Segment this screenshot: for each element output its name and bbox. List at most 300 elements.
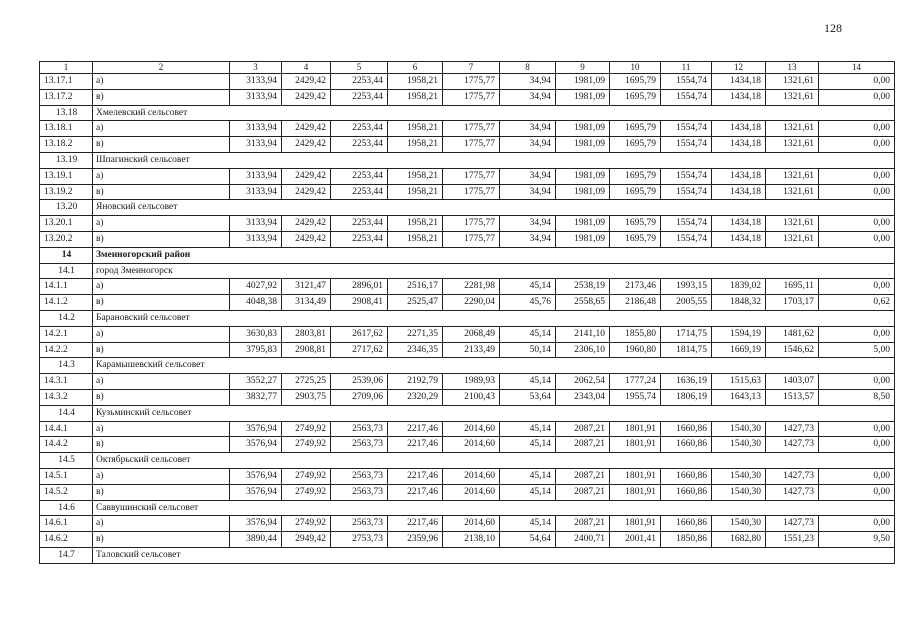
table-cell: 1801,91 [610, 484, 661, 500]
row-code: 13.17.1 [40, 74, 93, 90]
column-number-header: 3 [230, 62, 282, 74]
table-cell: 3576,94 [230, 484, 282, 500]
table-row [40, 389, 895, 405]
row-code: 13.18.2 [40, 137, 93, 153]
table-row [40, 168, 895, 184]
table-cell: 2539,06 [331, 374, 388, 390]
table-cell: 2087,21 [556, 468, 610, 484]
table-cell: 3133,94 [230, 74, 282, 90]
table-cell: 2087,21 [556, 516, 610, 532]
table-cell: 1427,73 [766, 421, 819, 437]
table-cell: 1513,57 [766, 389, 819, 405]
table-cell: 34,94 [500, 216, 556, 232]
table-cell: 0,00 [819, 326, 895, 342]
table-cell: 45,14 [500, 279, 556, 295]
table-cell: 1775,77 [443, 74, 500, 90]
table-cell: 1434,18 [712, 168, 766, 184]
table-row [40, 437, 895, 453]
table-cell: 1695,79 [610, 121, 661, 137]
table-row [40, 421, 895, 437]
row-subtype: в) [93, 295, 230, 311]
table-cell: 1695,79 [610, 168, 661, 184]
table-cell: 2186,48 [610, 295, 661, 311]
table-cell: 1981,09 [556, 74, 610, 90]
table-cell: 3795,83 [230, 342, 282, 358]
table-cell: 2563,73 [331, 516, 388, 532]
settlement-row [40, 547, 895, 563]
table-cell: 0,00 [819, 137, 895, 153]
table-cell: 1958,21 [388, 168, 443, 184]
table-cell: 45,14 [500, 421, 556, 437]
table-cell: 2005,55 [661, 295, 712, 311]
table-cell: 3133,94 [230, 184, 282, 200]
table-cell: 1855,80 [610, 326, 661, 342]
table-row [40, 121, 895, 137]
table-cell: 2516,17 [388, 279, 443, 295]
table-cell: 34,94 [500, 168, 556, 184]
table-cell: 1481,62 [766, 326, 819, 342]
table-cell: 1695,79 [610, 137, 661, 153]
table-row [40, 89, 895, 105]
row-code: 14.5 [40, 453, 93, 469]
table-cell: 0,00 [819, 468, 895, 484]
row-code: 14.5.1 [40, 468, 93, 484]
table-cell: 1695,11 [766, 279, 819, 295]
row-subtype: а) [93, 279, 230, 295]
table-cell: 2087,21 [556, 421, 610, 437]
table-cell: 2749,92 [282, 421, 331, 437]
table-cell: 0,00 [819, 516, 895, 532]
table-cell: 2253,44 [331, 137, 388, 153]
table-cell: 2429,42 [282, 216, 331, 232]
table-cell: 2014,60 [443, 484, 500, 500]
table-cell: 3134,49 [282, 295, 331, 311]
row-code: 14.5.2 [40, 484, 93, 500]
table-cell: 45,14 [500, 326, 556, 342]
table-cell: 3576,94 [230, 437, 282, 453]
settlement-row [40, 453, 895, 469]
row-subtype: а) [93, 74, 230, 90]
row-code: 14.1 [40, 263, 93, 279]
table-cell: 2429,42 [282, 74, 331, 90]
row-subtype: а) [93, 168, 230, 184]
row-code: 13.17.2 [40, 89, 93, 105]
table-cell: 3576,94 [230, 421, 282, 437]
row-subtype: в) [93, 184, 230, 200]
table-cell: 1801,91 [610, 516, 661, 532]
table-cell: 9,50 [819, 532, 895, 548]
table-cell: 1775,77 [443, 168, 500, 184]
table-cell: 2290,04 [443, 295, 500, 311]
row-code: 14.1.1 [40, 279, 93, 295]
table-cell: 2749,92 [282, 484, 331, 500]
table-cell: 1434,18 [712, 137, 766, 153]
settlement-row [40, 500, 895, 516]
table-cell: 3133,94 [230, 89, 282, 105]
table-cell: 1801,91 [610, 437, 661, 453]
table-cell: 3133,94 [230, 168, 282, 184]
table-cell: 2538,19 [556, 279, 610, 295]
table-cell: 1321,61 [766, 89, 819, 105]
table-cell: 2253,44 [331, 216, 388, 232]
row-subtype: в) [93, 137, 230, 153]
table-cell: 0,00 [819, 279, 895, 295]
column-number-header: 9 [556, 62, 610, 74]
table-cell: 2617,62 [331, 326, 388, 342]
column-number-header: 12 [712, 62, 766, 74]
table-cell: 2749,92 [282, 437, 331, 453]
row-subtype: а) [93, 326, 230, 342]
table-row [40, 532, 895, 548]
table-cell: 2320,29 [388, 389, 443, 405]
settlement-row [40, 405, 895, 421]
table-cell: 2346,35 [388, 342, 443, 358]
table-cell: 1981,09 [556, 231, 610, 247]
table-cell: 2725,25 [282, 374, 331, 390]
table-cell: 1554,74 [661, 231, 712, 247]
table-cell: 45,14 [500, 516, 556, 532]
table-cell: 1958,21 [388, 89, 443, 105]
table-cell: 1403,07 [766, 374, 819, 390]
table-cell: 1427,73 [766, 516, 819, 532]
row-subtype: в) [93, 532, 230, 548]
table-cell: 1434,18 [712, 121, 766, 137]
row-code: 14.3 [40, 358, 93, 374]
row-subtype: в) [93, 231, 230, 247]
table-cell: 1981,09 [556, 89, 610, 105]
table-cell: 1958,21 [388, 184, 443, 200]
table-row [40, 216, 895, 232]
table-cell: 1958,21 [388, 231, 443, 247]
table-cell: 2563,73 [331, 421, 388, 437]
table-cell: 3630,83 [230, 326, 282, 342]
table-cell: 45,14 [500, 437, 556, 453]
table-cell: 2062,54 [556, 374, 610, 390]
table-cell: 1434,18 [712, 216, 766, 232]
table-cell: 2253,44 [331, 231, 388, 247]
table-cell: 2087,21 [556, 437, 610, 453]
table-cell: 2908,81 [282, 342, 331, 358]
table-cell: 2217,46 [388, 437, 443, 453]
table-cell: 1775,77 [443, 216, 500, 232]
column-number-header: 2 [93, 62, 230, 74]
table-cell: 2192,79 [388, 374, 443, 390]
column-number-header: 10 [610, 62, 661, 74]
section-title: Октябрьский сельсовет [93, 453, 895, 469]
table-row [40, 279, 895, 295]
table-cell: 1434,18 [712, 231, 766, 247]
table-cell: 1958,21 [388, 121, 443, 137]
row-code: 14.4.2 [40, 437, 93, 453]
table-cell: 1540,30 [712, 437, 766, 453]
table-cell: 1695,79 [610, 74, 661, 90]
table-cell: 1540,30 [712, 484, 766, 500]
row-subtype: а) [93, 516, 230, 532]
table-cell: 1321,61 [766, 216, 819, 232]
table-cell: 3576,94 [230, 468, 282, 484]
column-number-header: 8 [500, 62, 556, 74]
row-subtype: в) [93, 437, 230, 453]
row-subtype: а) [93, 421, 230, 437]
table-cell: 1434,18 [712, 89, 766, 105]
row-code: 14.2 [40, 310, 93, 326]
table-cell: 2896,01 [331, 279, 388, 295]
table-cell: 1775,77 [443, 231, 500, 247]
table-cell: 2253,44 [331, 74, 388, 90]
table-cell: 53,64 [500, 389, 556, 405]
table-cell: 0,00 [819, 216, 895, 232]
row-subtype: а) [93, 216, 230, 232]
table-cell: 1801,91 [610, 421, 661, 437]
table-cell: 1775,77 [443, 184, 500, 200]
table-cell: 4048,38 [230, 295, 282, 311]
row-code: 14.1.2 [40, 295, 93, 311]
table-cell: 1981,09 [556, 168, 610, 184]
table-cell: 0,00 [819, 437, 895, 453]
table-cell: 0,00 [819, 121, 895, 137]
table-cell: 3133,94 [230, 121, 282, 137]
table-cell: 1669,19 [712, 342, 766, 358]
table-cell: 5,00 [819, 342, 895, 358]
tariff-table [39, 61, 895, 564]
table-cell: 2558,65 [556, 295, 610, 311]
table-cell: 1540,30 [712, 468, 766, 484]
row-code: 14.4 [40, 405, 93, 421]
table-cell: 2525,47 [388, 295, 443, 311]
table-cell: 2001,41 [610, 532, 661, 548]
table-cell: 2709,06 [331, 389, 388, 405]
table-cell: 45,14 [500, 468, 556, 484]
table-cell: 2908,41 [331, 295, 388, 311]
table-cell: 2563,73 [331, 468, 388, 484]
table-row [40, 231, 895, 247]
table-cell: 1554,74 [661, 74, 712, 90]
table-cell: 3133,94 [230, 231, 282, 247]
table-cell: 2217,46 [388, 516, 443, 532]
table-cell: 3121,47 [282, 279, 331, 295]
section-title: Змеиногорский район [93, 247, 895, 263]
table-row [40, 484, 895, 500]
section-title: Карамышевский сельсовет [93, 358, 895, 374]
table-cell: 2359,96 [388, 532, 443, 548]
table-cell: 1427,73 [766, 468, 819, 484]
table-cell: 1848,32 [712, 295, 766, 311]
table-cell: 50,14 [500, 342, 556, 358]
table-cell: 2429,42 [282, 121, 331, 137]
table-cell: 3576,94 [230, 516, 282, 532]
row-subtype: а) [93, 374, 230, 390]
table-cell: 1321,61 [766, 184, 819, 200]
row-code: 14.2.2 [40, 342, 93, 358]
table-cell: 0,00 [819, 74, 895, 90]
table-cell: 1540,30 [712, 421, 766, 437]
table-cell: 1660,86 [661, 516, 712, 532]
row-code: 14.4.1 [40, 421, 93, 437]
table-cell: 0,00 [819, 484, 895, 500]
section-title: Таловский сельсовет [93, 547, 895, 563]
table-cell: 2087,21 [556, 484, 610, 500]
table-cell: 1594,19 [712, 326, 766, 342]
column-number-header: 13 [766, 62, 819, 74]
table-cell: 2306,10 [556, 342, 610, 358]
table-cell: 1554,74 [661, 121, 712, 137]
settlement-row [40, 105, 895, 121]
row-code: 13.19.2 [40, 184, 93, 200]
column-number-header: 6 [388, 62, 443, 74]
table-cell: 2173,46 [610, 279, 661, 295]
table-cell: 0,00 [819, 168, 895, 184]
table-cell: 45,14 [500, 484, 556, 500]
table-cell: 1551,23 [766, 532, 819, 548]
table-cell: 1434,18 [712, 74, 766, 90]
column-number-header: 4 [282, 62, 331, 74]
table-row [40, 326, 895, 342]
row-code: 13.20.2 [40, 231, 93, 247]
table-cell: 2400,71 [556, 532, 610, 548]
row-subtype: в) [93, 484, 230, 500]
table-cell: 2749,92 [282, 516, 331, 532]
table-cell: 3133,94 [230, 216, 282, 232]
settlement-row [40, 263, 895, 279]
row-code: 14.3.2 [40, 389, 93, 405]
table-cell: 1660,86 [661, 468, 712, 484]
row-code: 14.6 [40, 500, 93, 516]
table-cell: 8,50 [819, 389, 895, 405]
column-number-header: 1 [40, 62, 93, 74]
table-cell: 1695,79 [610, 184, 661, 200]
table-cell: 3832,77 [230, 389, 282, 405]
table-cell: 34,94 [500, 89, 556, 105]
table-cell: 1695,79 [610, 89, 661, 105]
table-cell: 1660,86 [661, 484, 712, 500]
table-cell: 45,76 [500, 295, 556, 311]
column-number-header: 7 [443, 62, 500, 74]
table-cell: 2253,44 [331, 89, 388, 105]
table-cell: 1850,86 [661, 532, 712, 548]
table-cell: 2429,42 [282, 184, 331, 200]
table-cell: 2253,44 [331, 184, 388, 200]
table-cell: 2217,46 [388, 421, 443, 437]
table-cell: 34,94 [500, 74, 556, 90]
table-cell: 0,00 [819, 89, 895, 105]
section-title: Яновский сельсовет [93, 200, 895, 216]
table-row [40, 516, 895, 532]
section-title: Шпагинский сельсовет [93, 152, 895, 168]
table-cell: 2253,44 [331, 168, 388, 184]
table-cell: 1427,73 [766, 437, 819, 453]
table-cell: 1427,73 [766, 484, 819, 500]
table-cell: 2753,73 [331, 532, 388, 548]
settlement-row [40, 358, 895, 374]
settlement-row [40, 152, 895, 168]
table-cell: 2100,43 [443, 389, 500, 405]
row-code: 14.6.2 [40, 532, 93, 548]
table-cell: 2429,42 [282, 89, 331, 105]
table-cell: 1321,61 [766, 231, 819, 247]
table-cell: 2563,73 [331, 484, 388, 500]
table-cell: 2749,92 [282, 468, 331, 484]
table-cell: 2217,46 [388, 484, 443, 500]
column-number-header: 11 [661, 62, 712, 74]
table-cell: 2429,42 [282, 231, 331, 247]
table-cell: 2217,46 [388, 468, 443, 484]
column-number-header: 14 [819, 62, 895, 74]
table-cell: 1801,91 [610, 468, 661, 484]
table-cell: 1777,24 [610, 374, 661, 390]
table-cell: 1703,17 [766, 295, 819, 311]
table-cell: 1321,61 [766, 168, 819, 184]
table-cell: 1955,74 [610, 389, 661, 405]
table-row [40, 295, 895, 311]
table-cell: 2429,42 [282, 168, 331, 184]
table-cell: 3890,44 [230, 532, 282, 548]
table-cell: 0,00 [819, 374, 895, 390]
section-title: Хмелевский сельсовет [93, 105, 895, 121]
table-row [40, 468, 895, 484]
section-title: Саввушинский сельсовет [93, 500, 895, 516]
table-cell: 2014,60 [443, 516, 500, 532]
table-cell: 2271,35 [388, 326, 443, 342]
table-cell: 1981,09 [556, 137, 610, 153]
table-cell: 2281,98 [443, 279, 500, 295]
row-subtype: в) [93, 389, 230, 405]
table-cell: 1660,86 [661, 437, 712, 453]
table-cell: 2141,10 [556, 326, 610, 342]
table-cell: 0,00 [819, 231, 895, 247]
table-cell: 2014,60 [443, 468, 500, 484]
table-row [40, 342, 895, 358]
section-title: Кузьминский сельсовет [93, 405, 895, 421]
table-cell: 2563,73 [331, 437, 388, 453]
table-cell: 54,64 [500, 532, 556, 548]
table-cell: 1714,75 [661, 326, 712, 342]
table-cell: 1839,02 [712, 279, 766, 295]
table-cell: 1993,15 [661, 279, 712, 295]
column-number-header-row [40, 62, 895, 74]
table-row [40, 374, 895, 390]
table-cell: 34,94 [500, 137, 556, 153]
section-title: Барановский сельсовет [93, 310, 895, 326]
table-cell: 0,00 [819, 421, 895, 437]
settlement-row [40, 200, 895, 216]
table-cell: 3552,27 [230, 374, 282, 390]
table-cell: 34,94 [500, 184, 556, 200]
section-title: город Змеиногорск [93, 263, 895, 279]
table-row [40, 74, 895, 90]
table-cell: 3133,94 [230, 137, 282, 153]
table-cell: 45,14 [500, 374, 556, 390]
table-cell: 34,94 [500, 231, 556, 247]
table-cell: 1814,75 [661, 342, 712, 358]
table-cell: 1695,79 [610, 216, 661, 232]
table-cell: 1321,61 [766, 137, 819, 153]
table-cell: 4027,92 [230, 279, 282, 295]
table-cell: 1554,74 [661, 216, 712, 232]
table-cell: 1775,77 [443, 137, 500, 153]
table-cell: 1321,61 [766, 74, 819, 90]
table-cell: 1546,62 [766, 342, 819, 358]
table-cell: 1775,77 [443, 121, 500, 137]
table-cell: 34,94 [500, 121, 556, 137]
table-cell: 2903,75 [282, 389, 331, 405]
table-cell: 1981,09 [556, 184, 610, 200]
row-code: 13.20 [40, 200, 93, 216]
row-subtype: а) [93, 468, 230, 484]
table-cell: 2717,62 [331, 342, 388, 358]
table-cell: 1660,86 [661, 421, 712, 437]
settlement-row [40, 310, 895, 326]
table-cell: 2014,60 [443, 437, 500, 453]
